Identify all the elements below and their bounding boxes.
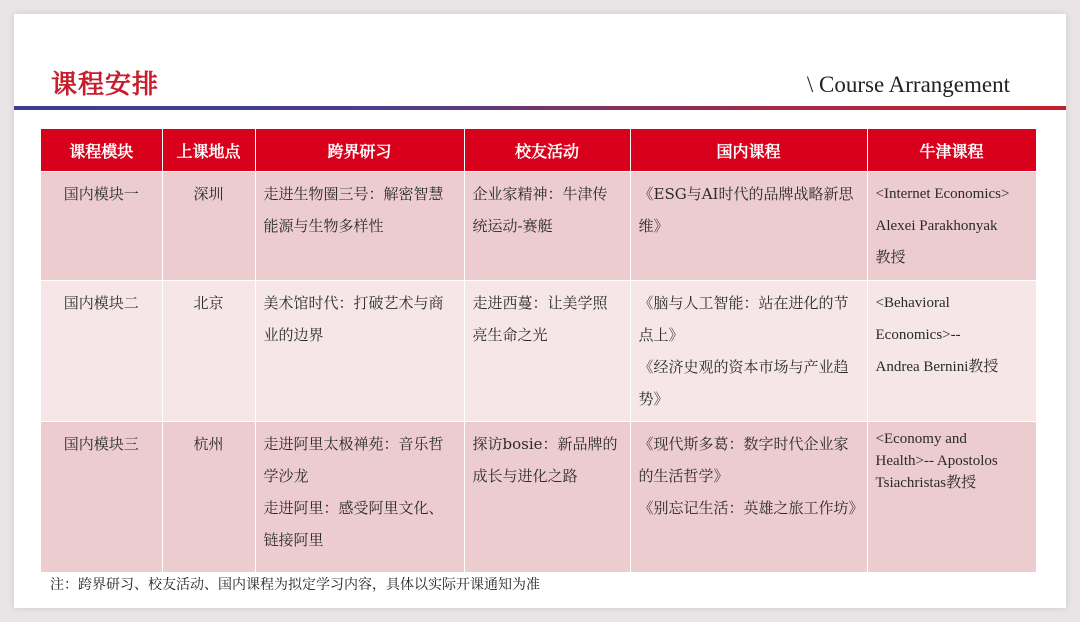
oxford-lecturer: Alexei Parakhonyak (875, 218, 998, 234)
domestic-course: 《别忘记生活：英雄之旅工作坊》 (638, 499, 864, 517)
cell-oxford (867, 422, 1036, 573)
oxford-course: <Economy and (875, 431, 967, 447)
domestic-course: 《经济史观的资本市场与产业趋势》 (638, 358, 849, 408)
column-header-alumni: 校友活动 (464, 129, 630, 172)
gradient-divider (14, 106, 1066, 110)
cell-domestic (630, 422, 867, 573)
oxford-course: <Internet Economics> (875, 186, 1010, 202)
course-table (41, 129, 1037, 572)
cell-oxford (867, 281, 1036, 422)
cell-crossover (255, 281, 464, 422)
alumni-item: 企业家精神：牛津传统运动-赛艇 (472, 185, 608, 235)
footnote: 注：跨界研习、校友活动、国内课程为拟定学习内容，具体以实际开课通知为准 (50, 577, 540, 593)
cell-module: 国内模块二 (41, 281, 162, 422)
cell-crossover (255, 422, 464, 573)
cell-domestic (630, 172, 867, 281)
cell-location: 北京 (162, 281, 255, 422)
oxford-course-cont: Health>-- Apostolos (875, 453, 998, 469)
column-header-crossover: 跨界研习 (255, 129, 464, 172)
crossover-item: 走进阿里太极禅苑：音乐哲学沙龙 (263, 435, 444, 485)
table-row (41, 281, 1036, 422)
alumni-item: 走进西蔓：让美学照亮生命之光 (472, 294, 608, 344)
cell-alumni (464, 422, 630, 573)
cell-alumni (464, 172, 630, 281)
cell-oxford (867, 172, 1036, 281)
cell-domestic (630, 281, 867, 422)
column-header-oxford: 牛津课程 (867, 129, 1036, 172)
domestic-course: 《脑与人工智能：站在进化的节点上》 (638, 294, 849, 344)
table-header-row (41, 129, 1036, 172)
page-title: 课程安排 (51, 70, 160, 100)
cell-crossover (255, 172, 464, 281)
cell-location: 杭州 (162, 422, 255, 573)
column-header-module: 课程模块 (41, 129, 162, 172)
cell-alumni (464, 281, 630, 422)
domestic-course: 《现代斯多葛：数字时代企业家的生活哲学》 (638, 435, 849, 485)
crossover-item: 走进阿里：感受阿里文化、链接阿里 (263, 499, 444, 549)
crossover-item: 走进生物圈三号：解密智慧能源与生物多样性 (263, 185, 444, 235)
table-row (41, 422, 1036, 573)
column-header-location: 上课地点 (162, 129, 255, 172)
oxford-title: 教授 (875, 250, 906, 266)
column-header-domestic: 国内课程 (630, 129, 867, 172)
oxford-course: <Behavioral (875, 295, 950, 311)
oxford-course-cont: Economics>-- (875, 327, 961, 343)
table-row (41, 172, 1036, 281)
oxford-lecturer: Tsiachristas教授 (875, 475, 977, 491)
page-subtitle-en: \ Course Arrangement (806, 72, 1010, 97)
domestic-course: 《ESG与AI时代的品牌战略新思维》 (638, 185, 854, 235)
cell-module: 国内模块三 (41, 422, 162, 573)
cell-location: 深圳 (162, 172, 255, 281)
cell-module: 国内模块一 (41, 172, 162, 281)
alumni-item: 探访bosie：新品牌的成长与进化之路 (472, 435, 618, 485)
oxford-lecturer: Andrea Bernini教授 (875, 359, 999, 375)
crossover-item: 美术馆时代：打破艺术与商业的边界 (263, 294, 444, 344)
slide (14, 14, 1066, 608)
